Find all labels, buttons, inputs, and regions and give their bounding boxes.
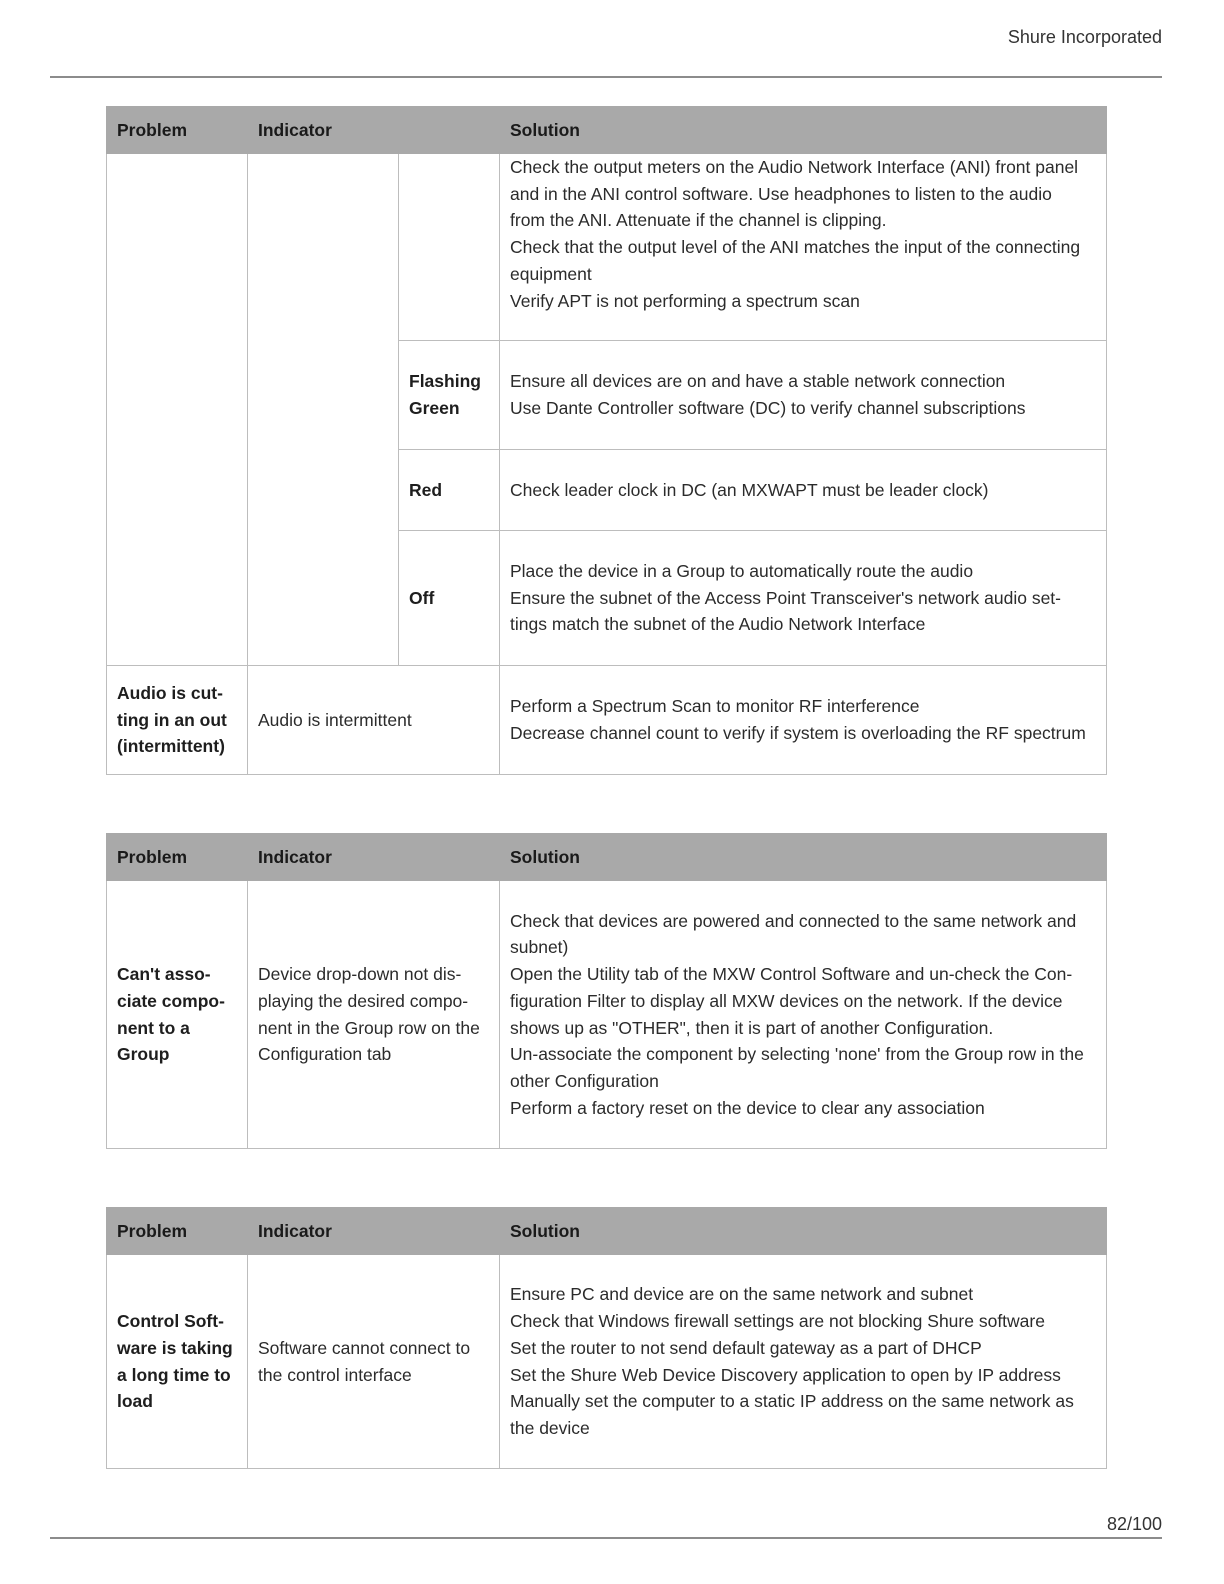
solution-cell: Check leader clock in DC (an MXWAPT must be leader clock) [500,450,1107,531]
header-problem: Problem [107,107,248,154]
indicator-red: Red [399,450,500,531]
table-row [107,154,1107,341]
troubleshooting-table-3 [106,1207,1107,1469]
solution-cell: Perform a Spectrum Scan to monitor RF interference Decrease channel count to verify if system is overloading the RF spectrum [500,666,1107,775]
indicator-cell: Audio is intermittent [248,666,500,775]
header-indicator: Indicator [248,1208,500,1255]
troubleshooting-table-1 [106,106,1107,775]
solution-cell: Place the device in a Group to automatically route the audio Ensure the subnet of the Access Point Transceiver's network audio set- tings match the subnet of the Audio Network Interface [500,531,1107,666]
page-number: 82/100 [1106,1514,1162,1534]
header-problem: Problem [107,834,248,881]
solution-cell: Check the output meters on the Audio Network Interface (ANI) front panel and in the ANI control software. Use headphones to listen to the audio from the ANI. Attenuate if the channel is clipping. Check that the output level of the ANI matches the input of the connecting equipment Verify APT is not performing a spectrum scan [500,154,1107,341]
header-solution: Solution [500,1208,1107,1255]
table-header-row [107,107,1107,154]
problem-cell: Audio is cut- ting in an out (intermittent) [107,666,248,775]
indicator-cell: Software cannot connect to the control interface [248,1255,500,1469]
header-solution: Solution [500,107,1107,154]
header-indicator: Indicator [248,107,500,154]
header-solution: Solution [500,834,1107,881]
table-row [107,881,1107,1149]
footer-rule [50,1537,1162,1539]
indicator-cell-empty [248,154,399,666]
indicator-cell: Device drop-down not dis- playing the desired compo- nent in the Group row on the Configuration tab [248,881,500,1149]
troubleshooting-table-2 [106,833,1107,1149]
indicator-flashing-green: Flashing Green [399,341,500,450]
header-problem: Problem [107,1208,248,1255]
table-row [107,666,1107,775]
solution-cell: Ensure PC and device are on the same network and subnet Check that Windows firewall settings are not blocking Shure software Set the router to not send default gateway as a part of DHCP Set the Shure Web Device Discovery application to open by IP address Manually set the computer to a static IP address on the same network as the device [500,1255,1107,1469]
solution-cell: Check that devices are powered and connected to the same network and subnet) Open the Utility tab of the MXW Control Software and un-check the Con- figuration Filter to display all MXW devices on the network. If the device shows up as "OTHER", then it is part of another Configuration. Un-associate the component by selecting 'none' from the Group row in the other Configuration Perform a factory reset on the device to clear any association [500,881,1107,1149]
header-rule [50,76,1162,78]
indicator-off: Off [399,531,500,666]
table-row [107,1255,1107,1469]
header-indicator: Indicator [248,834,500,881]
indicator-sub-cell-empty [399,154,500,341]
table-header-row [107,834,1107,881]
problem-cell-empty [107,154,248,666]
problem-cell: Can't asso- ciate compo- nent to a Group [107,881,248,1149]
solution-cell: Ensure all devices are on and have a stable network connection Use Dante Controller software (DC) to verify channel subscriptions [500,341,1107,450]
table-header-row [107,1208,1107,1255]
problem-cell: Control Soft- ware is taking a long time to load [107,1255,248,1469]
header-company: Shure Incorporated [1007,27,1162,47]
